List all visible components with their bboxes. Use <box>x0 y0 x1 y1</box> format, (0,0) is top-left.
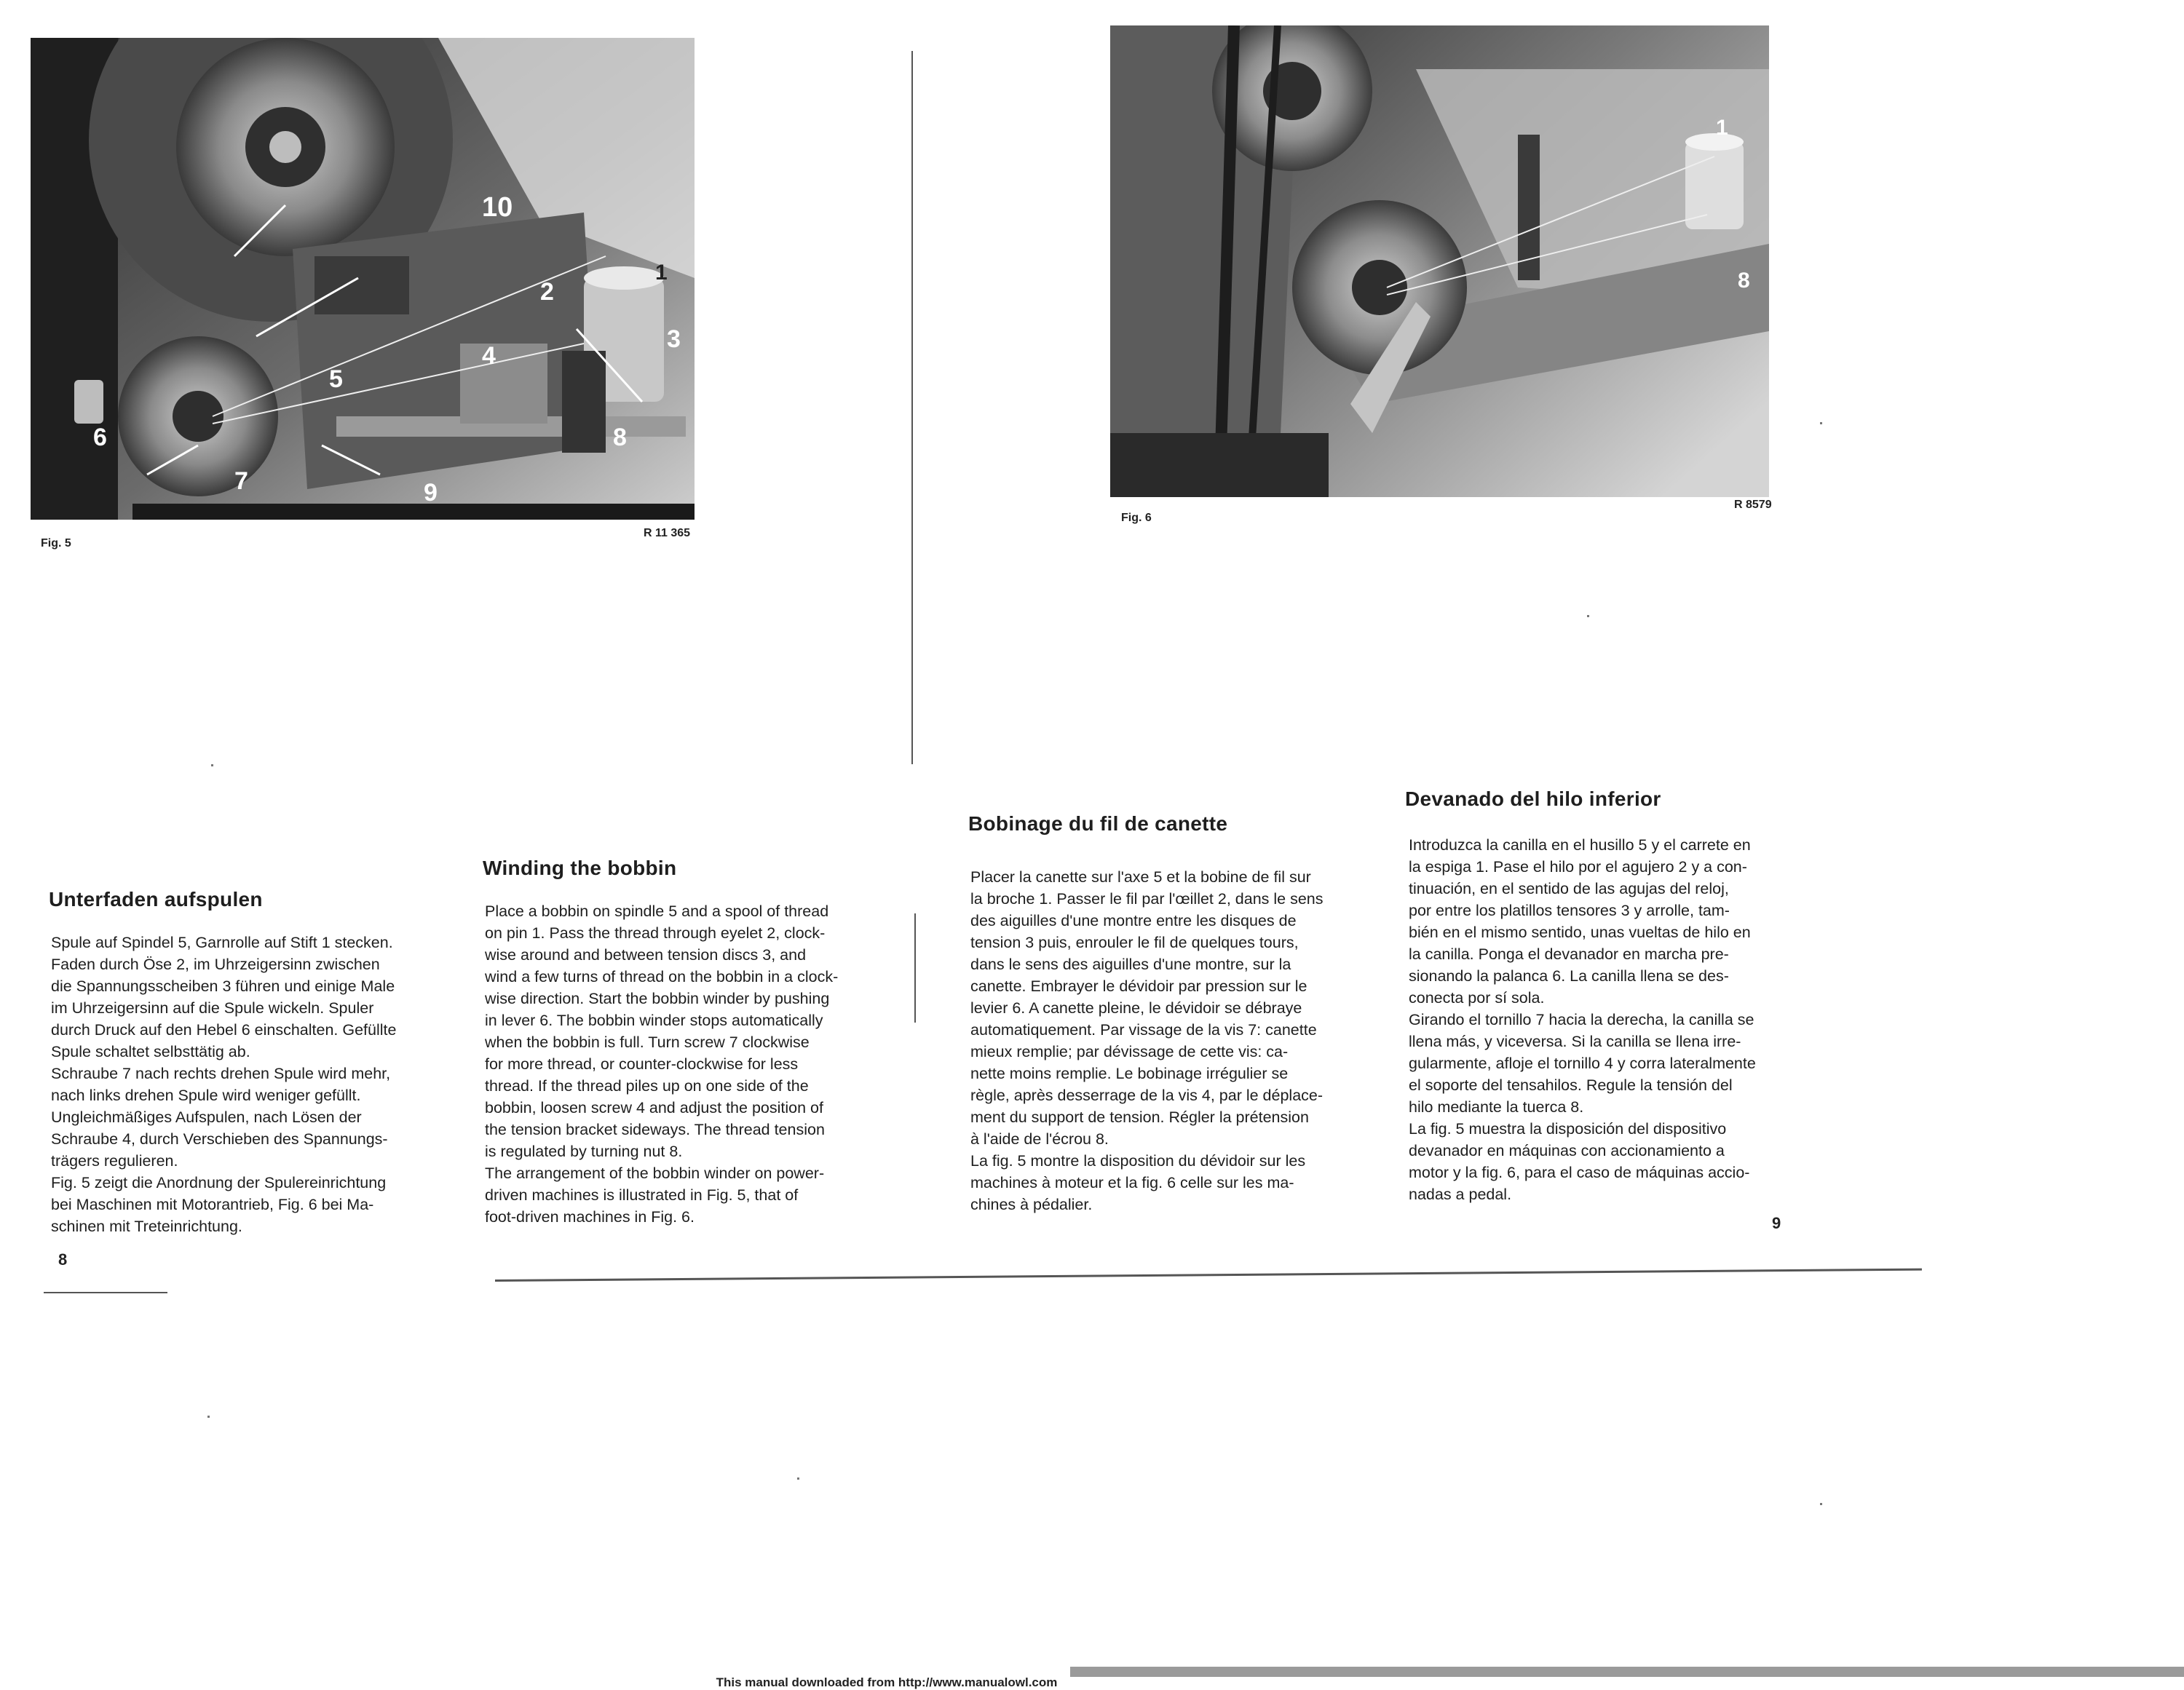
scan-speck <box>1820 422 1822 424</box>
scan-speck <box>1820 1503 1822 1505</box>
english-line: for more thread, or counter-clockwise for less <box>485 1055 799 1073</box>
french-line: dans le sens des aiguilles d'une montre, sur la <box>970 956 1291 973</box>
english-line: wise around and between tension discs 3, and <box>485 946 807 964</box>
spanish-line: llena más, y viceversa. Si la canilla se llena irre- <box>1409 1033 1741 1050</box>
fig5-callout-8: 8 <box>613 424 627 451</box>
fig6-reference: R 8579 <box>1734 499 1772 511</box>
german-line: trägers regulieren. <box>51 1152 178 1170</box>
english-line: Place a bobbin on spindle 5 and a spool of thread <box>485 902 829 920</box>
fig6-caption: Fig. 6 <box>1121 512 1152 524</box>
french-line: Placer la canette sur l'axe 5 et la bobine de fil sur <box>970 868 1311 886</box>
fig6-callout-8: 8 <box>1738 269 1750 293</box>
spanish-line: La fig. 5 muestra la disposición del dispositivo <box>1409 1120 1727 1138</box>
spanish-line: sionando la palanca 6. La canilla llena se des- <box>1409 967 1729 985</box>
scan-edge-rule-center <box>495 1269 1922 1282</box>
german-line: nach links drehen Spule wird weniger gefüllt. <box>51 1087 361 1104</box>
german-line: Ungleichmäßiges Aufspulen, nach Lösen der <box>51 1108 362 1126</box>
fig5-callout-1: 1 <box>655 261 668 285</box>
german-line: schinen mit Treteinrichtung. <box>51 1218 242 1235</box>
french-line: à l'aide de l'écrou 8. <box>970 1130 1109 1148</box>
page-number-left: 8 <box>58 1250 68 1269</box>
french-line: mieux remplie; par dévissage de cette vis: ca- <box>970 1043 1289 1060</box>
spanish-line: devanador en máquinas con accionamiento a <box>1409 1142 1725 1159</box>
scan-speck <box>207 1416 210 1418</box>
spanish-line: motor y la fig. 6, para el caso de máquinas accio- <box>1409 1164 1750 1181</box>
spanish-line: por entre los platillos tensores 3 y arrolle, tam- <box>1409 902 1730 919</box>
french-line: levier 6. A canette pleine, le dévidoir se débraye <box>970 999 1302 1017</box>
french-line: des aiguilles d'une montre entre les disques de <box>970 912 1297 929</box>
figure-5-photo <box>31 38 695 520</box>
french-line: automatiquement. Par vissage de la vis 7: canette <box>970 1021 1317 1039</box>
spanish-line: Introduzca la canilla en el husillo 5 y el carrete en <box>1409 836 1751 854</box>
spanish-line: la canilla. Ponga el devanador en marcha pre- <box>1409 945 1729 963</box>
german-line: Spule schaltet selbsttätig ab. <box>51 1043 250 1060</box>
english-line: foot-driven machines in Fig. 6. <box>485 1208 695 1226</box>
english-line: on pin 1. Pass the thread through eyelet 2, clock- <box>485 924 826 942</box>
fig6-callout-1: 1 <box>1716 116 1728 140</box>
spanish-line: gularmente, afloje el tornillo 4 y corra lateralmente <box>1409 1055 1756 1072</box>
spanish-line: Girando el tornillo 7 hacia la derecha, la canilla se <box>1409 1011 1754 1028</box>
french-line: chines à pédalier. <box>970 1196 1093 1213</box>
french-line: tension 3 puis, enrouler le fil de quelques tours, <box>970 934 1299 951</box>
french-line: machines à moteur et la fig. 6 celle sur les ma- <box>970 1174 1294 1191</box>
spanish-line: hilo mediante la tuerca 8. <box>1409 1098 1584 1116</box>
heading-spanish: Devanado del hilo inferior <box>1405 788 1661 810</box>
fig5-callout-4: 4 <box>482 342 496 370</box>
english-line: thread. If the thread piles up on one side of the <box>485 1077 809 1095</box>
french-line: ment du support de tension. Régler la prétension <box>970 1108 1309 1126</box>
german-line: Schraube 4, durch Verschieben des Spannungs- <box>51 1130 388 1148</box>
french-line: nette moins remplie. Le bobinage irrégulier se <box>970 1065 1289 1082</box>
german-line: Faden durch Öse 2, im Uhrzeigersinn zwischen <box>51 956 380 973</box>
fig5-caption: Fig. 5 <box>41 537 71 550</box>
heading-english: Winding the bobbin <box>483 857 677 879</box>
french-line: canette. Embrayer le dévidoir par pression sur le <box>970 977 1307 995</box>
german-line: Spule auf Spindel 5, Garnrolle auf Stift 1 stecken. <box>51 934 393 951</box>
download-footer: This manual downloaded from http://www.manualowl.com <box>716 1675 1058 1689</box>
english-line: The arrangement of the bobbin winder on power- <box>485 1165 825 1182</box>
heading-french: Bobinage du fil de canette <box>968 812 1228 835</box>
text-french <box>970 866 1324 1215</box>
fig5-callout-3: 3 <box>667 325 681 353</box>
fig5-callout-6: 6 <box>93 424 107 451</box>
english-line: when the bobbin is full. Turn screw 7 clockwise <box>485 1034 810 1051</box>
english-line: bobbin, loosen screw 4 and adjust the position of <box>485 1099 823 1116</box>
fig5-callout-7: 7 <box>234 467 248 495</box>
center-fold-line-lower <box>914 913 916 1023</box>
french-line: règle, après desserrage de la vis 4, par le déplace- <box>970 1087 1324 1104</box>
scan-speck <box>797 1477 799 1480</box>
scan-speck <box>211 764 213 766</box>
english-line: is regulated by turning nut 8. <box>485 1143 683 1160</box>
spanish-line: conecta por sí sola. <box>1409 989 1545 1007</box>
heading-german: Unterfaden aufspulen <box>49 888 263 911</box>
figure-6-photo <box>1110 25 1769 497</box>
spanish-line: tinuación, en el sentido de las agujas del reloj, <box>1409 880 1729 897</box>
french-line: la broche 1. Passer le fil par l'œillet 2, dans le sens <box>970 890 1324 908</box>
english-line: wind a few turns of thread on the bobbin in a clock- <box>485 968 839 985</box>
fig5-callout-10: 10 <box>482 192 513 223</box>
english-line: in lever 6. The bobbin winder stops automatically <box>485 1012 823 1029</box>
fig5-callout-5: 5 <box>329 365 343 393</box>
english-line: wise direction. Start the bobbin winder by pushing <box>485 990 830 1007</box>
english-line: driven machines is illustrated in Fig. 5, that of <box>485 1186 799 1204</box>
fig5-callout-2: 2 <box>540 278 554 306</box>
fig5-reference: R 11 365 <box>644 527 691 539</box>
center-fold-line <box>911 51 913 764</box>
scan-edge-rule-left <box>44 1292 167 1293</box>
spanish-line: el soporte del tensahilos. Regule la tensión del <box>1409 1076 1733 1094</box>
scan-speck <box>1587 615 1589 617</box>
text-german <box>51 932 396 1237</box>
german-line: Fig. 5 zeigt die Anordnung der Spulereinrichtung <box>51 1174 387 1191</box>
fig5-callout-9: 9 <box>424 479 438 507</box>
text-english <box>485 900 838 1228</box>
english-line: the tension bracket sideways. The thread tension <box>485 1121 825 1138</box>
french-line: La fig. 5 montre la disposition du dévidoir sur les <box>970 1152 1306 1170</box>
german-line: im Uhrzeigersinn auf die Spule wickeln. Spuler <box>51 999 374 1017</box>
page-number-right: 9 <box>1772 1214 1781 1232</box>
spanish-line: nadas a pedal. <box>1409 1186 1512 1203</box>
spanish-line: la espiga 1. Pase el hilo por el agujero 2 y a con- <box>1409 858 1747 876</box>
german-line: Schraube 7 nach rechts drehen Spule wird mehr, <box>51 1065 391 1082</box>
german-line: bei Maschinen mit Motorantrieb, Fig. 6 bei Ma- <box>51 1196 374 1213</box>
spanish-line: bién en el mismo sentido, unas vueltas de hilo en <box>1409 924 1751 941</box>
text-spanish <box>1409 834 1756 1205</box>
german-line: die Spannungsscheiben 3 führen und einige Male <box>51 977 395 995</box>
german-line: durch Druck auf den Hebel 6 einschalten. Gefüllte <box>51 1021 397 1039</box>
